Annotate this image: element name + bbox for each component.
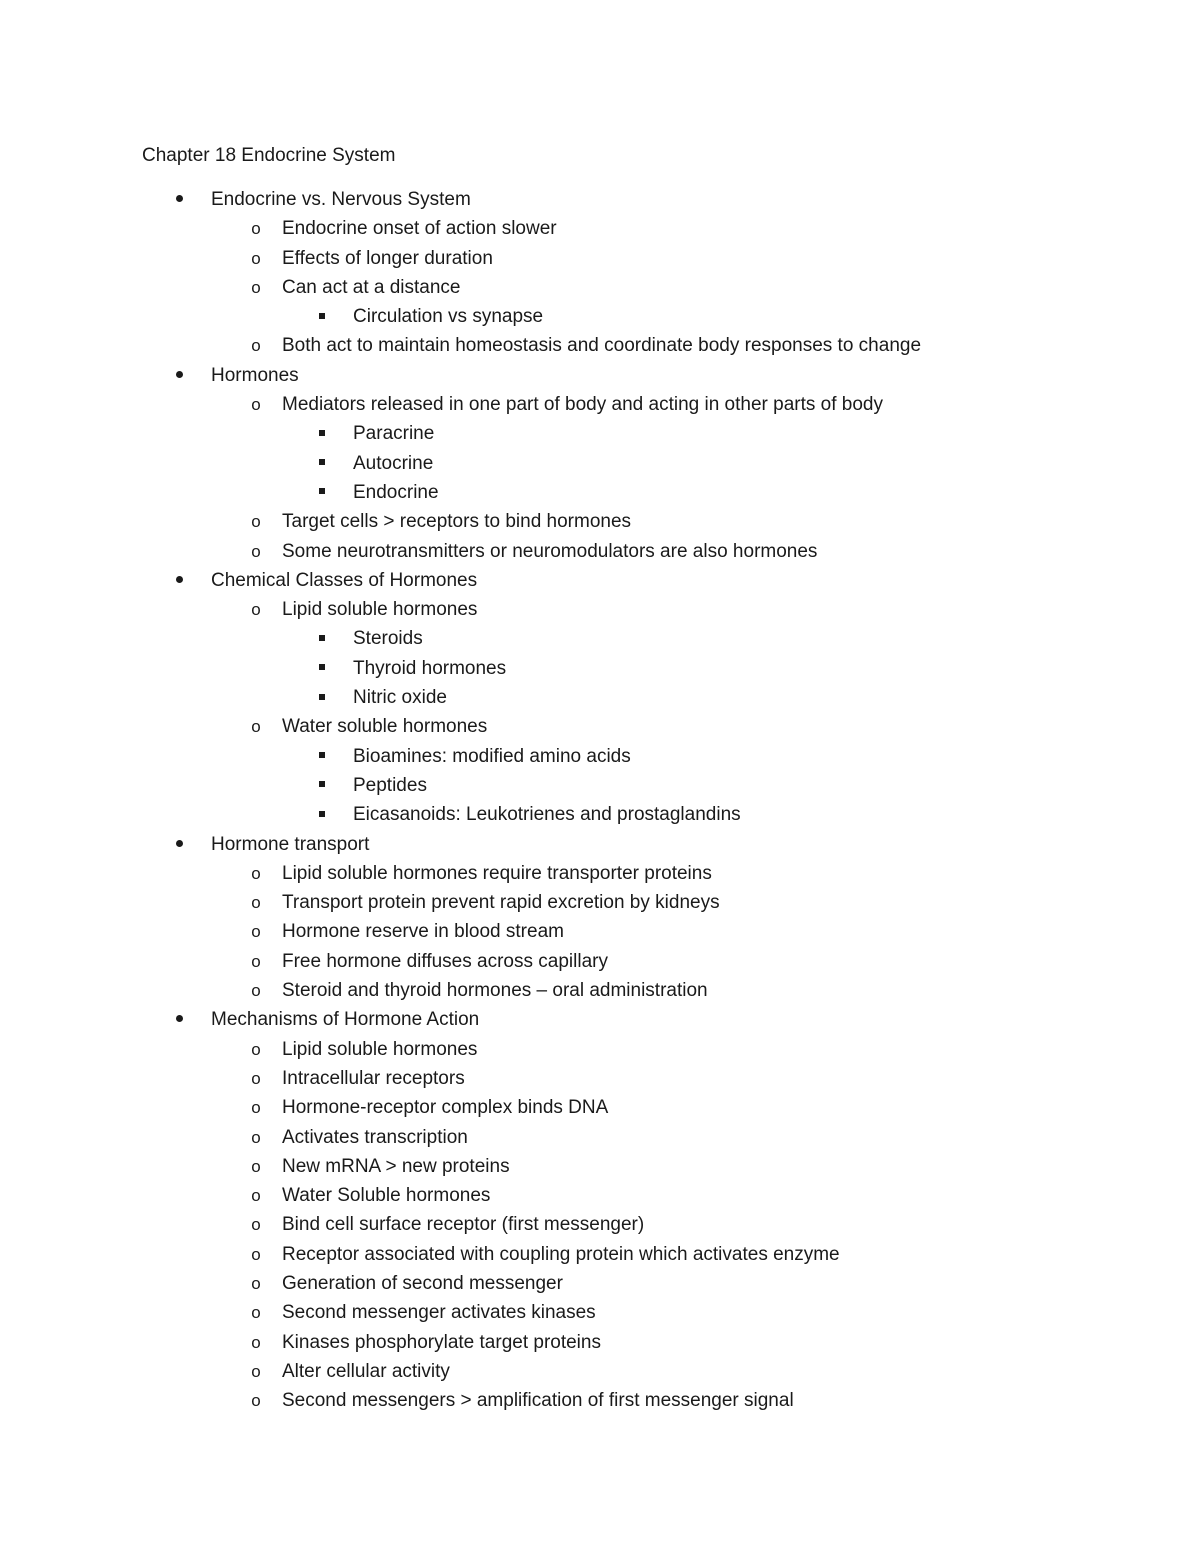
list-item-text: Lipid soluble hormones bbox=[282, 599, 478, 621]
letter-o-bullet-icon: o bbox=[251, 1098, 261, 1118]
filled-circle-bullet-icon bbox=[171, 568, 187, 594]
list-item-row bbox=[0, 275, 1200, 304]
sub-list-item-text: Eicasanoids: Leukotrienes and prostaglandins bbox=[353, 804, 741, 826]
list-item-row bbox=[0, 246, 1200, 275]
letter-o-bullet-icon: o bbox=[251, 512, 261, 532]
list-item-row bbox=[0, 714, 1200, 743]
list-item-text: Endocrine onset of action slower bbox=[282, 218, 557, 240]
letter-o-bullet-icon: o bbox=[251, 395, 261, 415]
filled-square-bullet-icon bbox=[315, 480, 329, 506]
letter-o-bullet-icon: o bbox=[251, 1303, 261, 1323]
document-title: Chapter 18 Endocrine System bbox=[142, 145, 396, 166]
letter-o-bullet-icon: o bbox=[251, 1244, 261, 1264]
letter-o-bullet-icon: o bbox=[251, 336, 261, 356]
section-heading-text: Hormone transport bbox=[211, 833, 370, 855]
filled-square-bullet-icon bbox=[315, 685, 329, 711]
list-item-row bbox=[0, 1183, 1200, 1212]
section-heading-row bbox=[0, 187, 1200, 216]
list-item-row bbox=[0, 1242, 1200, 1271]
letter-o-bullet-icon: o bbox=[251, 277, 261, 297]
list-item-row bbox=[0, 1300, 1200, 1329]
list-item-text: New mRNA > new proteins bbox=[282, 1155, 510, 1177]
letter-o-bullet-icon: o bbox=[251, 717, 261, 737]
list-item-row bbox=[0, 861, 1200, 890]
list-item-row bbox=[0, 1330, 1200, 1359]
list-item-text: Alter cellular activity bbox=[282, 1360, 450, 1382]
list-item-row bbox=[0, 539, 1200, 568]
list-item-row bbox=[0, 1066, 1200, 1095]
outline-list bbox=[0, 187, 1200, 1417]
list-item-row bbox=[0, 1095, 1200, 1124]
letter-o-bullet-icon: o bbox=[251, 1332, 261, 1352]
list-item-text: Generation of second messenger bbox=[282, 1272, 563, 1294]
list-item-text: Kinases phosphorylate target proteins bbox=[282, 1331, 601, 1353]
sub-list-item-text: Paracrine bbox=[353, 423, 435, 445]
section-heading-text: Mechanisms of Hormone Action bbox=[211, 1009, 480, 1031]
sub-list-item-row bbox=[0, 421, 1200, 450]
sub-list-item-text: Bioamines: modified amino acids bbox=[353, 745, 631, 767]
filled-square-bullet-icon bbox=[315, 626, 329, 652]
letter-o-bullet-icon: o bbox=[251, 981, 261, 1001]
section-heading-row bbox=[0, 363, 1200, 392]
list-item-text: Water Soluble hormones bbox=[282, 1185, 491, 1207]
letter-o-bullet-icon: o bbox=[251, 1127, 261, 1147]
list-item-text: Bind cell surface receptor (first messenger) bbox=[282, 1214, 645, 1236]
list-item-text: Hormone-receptor complex binds DNA bbox=[282, 1097, 609, 1119]
list-item-row bbox=[0, 919, 1200, 948]
filled-square-bullet-icon bbox=[315, 744, 329, 770]
filled-square-bullet-icon bbox=[315, 773, 329, 799]
list-item-row bbox=[0, 216, 1200, 245]
filled-square-bullet-icon bbox=[315, 304, 329, 330]
letter-o-bullet-icon: o bbox=[251, 1215, 261, 1235]
sub-list-item-row bbox=[0, 656, 1200, 685]
list-item-row bbox=[0, 1359, 1200, 1388]
filled-circle-bullet-icon bbox=[171, 1007, 187, 1033]
letter-o-bullet-icon: o bbox=[251, 248, 261, 268]
letter-o-bullet-icon: o bbox=[251, 1273, 261, 1293]
list-item-text: Some neurotransmitters or neuromodulators are also hormones bbox=[282, 540, 818, 562]
list-item-text: Effects of longer duration bbox=[282, 247, 493, 269]
list-item-text: Receptor associated with coupling protein which activates enzyme bbox=[282, 1243, 840, 1265]
list-item-row bbox=[0, 509, 1200, 538]
list-item-text: Lipid soluble hormones require transporter proteins bbox=[282, 862, 712, 884]
section-heading-text: Endocrine vs. Nervous System bbox=[211, 189, 471, 210]
list-item-row bbox=[0, 392, 1200, 421]
list-item-text: Can act at a distance bbox=[282, 276, 461, 298]
letter-o-bullet-icon: o bbox=[251, 922, 261, 942]
list-item-row bbox=[0, 1037, 1200, 1066]
sub-list-item-text: Nitric oxide bbox=[353, 687, 447, 709]
filled-circle-bullet-icon bbox=[171, 187, 187, 213]
filled-square-bullet-icon bbox=[315, 656, 329, 682]
letter-o-bullet-icon: o bbox=[251, 219, 261, 239]
filled-square-bullet-icon bbox=[315, 451, 329, 477]
list-item-text: Hormone reserve in blood stream bbox=[282, 921, 564, 943]
section-heading-row bbox=[0, 1007, 1200, 1036]
list-item-text: Second messengers > amplification of first messenger signal bbox=[282, 1390, 794, 1412]
list-item-text: Second messenger activates kinases bbox=[282, 1302, 596, 1324]
section-heading-row bbox=[0, 832, 1200, 861]
list-item-text: Transport protein prevent rapid excretion by kidneys bbox=[282, 892, 720, 914]
sub-list-item-text: Peptides bbox=[353, 774, 427, 796]
letter-o-bullet-icon: o bbox=[251, 1039, 261, 1059]
sub-list-item-row bbox=[0, 773, 1200, 802]
list-item-text: Water soluble hormones bbox=[282, 716, 488, 738]
sub-list-item-row bbox=[0, 480, 1200, 509]
list-item-row bbox=[0, 1212, 1200, 1241]
filled-circle-bullet-icon bbox=[171, 363, 187, 389]
filled-square-bullet-icon bbox=[315, 802, 329, 828]
letter-o-bullet-icon: o bbox=[251, 541, 261, 561]
section-heading-text: Hormones bbox=[211, 364, 299, 386]
section-heading-row bbox=[0, 568, 1200, 597]
list-item-row bbox=[0, 597, 1200, 626]
letter-o-bullet-icon: o bbox=[251, 1068, 261, 1088]
list-item-text: Lipid soluble hormones bbox=[282, 1038, 478, 1060]
sub-list-item-row bbox=[0, 744, 1200, 773]
sub-list-item-row bbox=[0, 685, 1200, 714]
sub-list-item-row bbox=[0, 451, 1200, 480]
sub-list-item-text: Steroids bbox=[353, 628, 423, 650]
list-item-row bbox=[0, 1271, 1200, 1300]
list-item-text: Both act to maintain homeostasis and coordinate body responses to change bbox=[282, 335, 922, 357]
sub-list-item-row bbox=[0, 626, 1200, 655]
filled-square-bullet-icon bbox=[315, 421, 329, 447]
letter-o-bullet-icon: o bbox=[251, 1156, 261, 1176]
sub-list-item-text: Endocrine bbox=[353, 481, 439, 503]
list-item-text: Activates transcription bbox=[282, 1126, 468, 1148]
section-heading-text: Chemical Classes of Hormones bbox=[211, 569, 478, 591]
letter-o-bullet-icon: o bbox=[251, 1391, 261, 1411]
sub-list-item-text: Circulation vs synapse bbox=[353, 306, 544, 328]
letter-o-bullet-icon: o bbox=[251, 893, 261, 913]
sub-list-item-row bbox=[0, 304, 1200, 333]
sub-list-item-row bbox=[0, 802, 1200, 831]
list-item-text: Free hormone diffuses across capillary bbox=[282, 950, 608, 972]
list-item-text: Target cells > receptors to bind hormones bbox=[282, 511, 632, 533]
letter-o-bullet-icon: o bbox=[251, 1186, 261, 1206]
filled-circle-bullet-icon bbox=[171, 832, 187, 858]
letter-o-bullet-icon: o bbox=[251, 600, 261, 620]
list-item-row bbox=[0, 1388, 1200, 1417]
list-item-row bbox=[0, 949, 1200, 978]
list-item-row bbox=[0, 1154, 1200, 1183]
sub-list-item-text: Thyroid hormones bbox=[353, 657, 507, 679]
sub-list-item-text: Autocrine bbox=[353, 452, 434, 474]
list-item-row bbox=[0, 1125, 1200, 1154]
list-item-row bbox=[0, 333, 1200, 362]
list-item-row bbox=[0, 978, 1200, 1007]
list-item-text: Steroid and thyroid hormones – oral administration bbox=[282, 980, 708, 1002]
letter-o-bullet-icon: o bbox=[251, 863, 261, 883]
list-item-row bbox=[0, 890, 1200, 919]
letter-o-bullet-icon: o bbox=[251, 1361, 261, 1381]
letter-o-bullet-icon: o bbox=[251, 951, 261, 971]
list-item-text: Intracellular receptors bbox=[282, 1067, 465, 1089]
list-item-text: Mediators released in one part of body and acting in other parts of body bbox=[282, 394, 883, 416]
